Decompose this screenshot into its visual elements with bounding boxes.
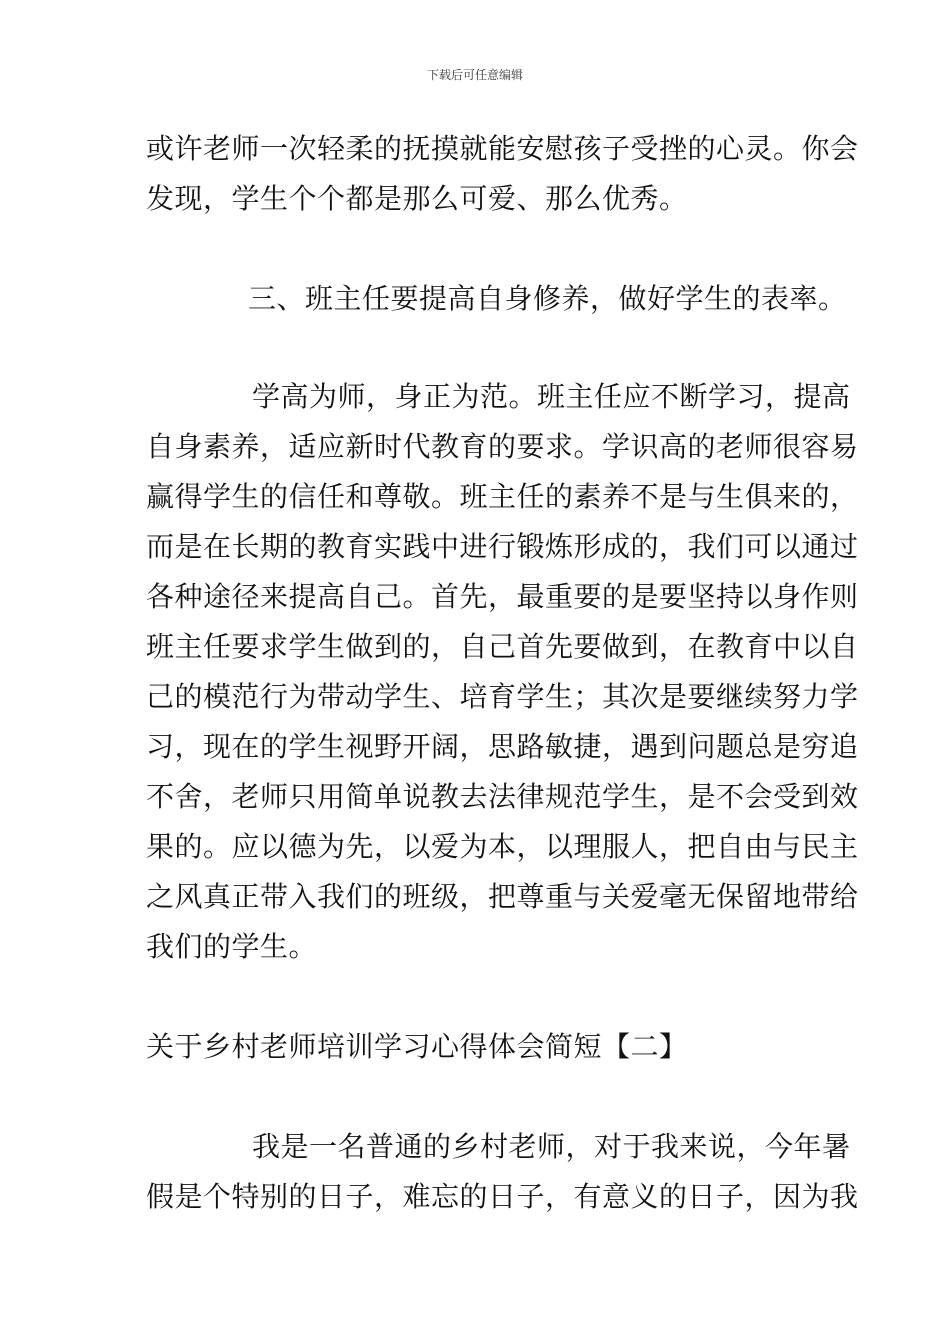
text-line: 班主任要求学生做到的，自己首先要做到，在教育中以自 (146, 630, 859, 663)
text-line: 不舍，老师只用简单说教去法律规范学生，是不会受到效 (146, 780, 859, 813)
text-line: 我是一名普通的乡村老师，对于我来说，今年暑 (252, 1130, 851, 1163)
text-line: 之风真正带入我们的班级，把尊重与关爱毫无保留地带给 (146, 880, 859, 913)
section-heading: 三、班主任要提高自身修养，做好学生的表率。 (248, 282, 847, 315)
text-line: 习，现在的学生视野开阔，思路敏捷，遇到问题总是穷追 (146, 730, 859, 763)
article-title: 关于乡村老师培训学习心得体会简短【二】 (146, 1030, 688, 1063)
text-line: 发现，学生个个都是那么可爱、那么优秀。 (146, 182, 688, 215)
text-line: 各种途径来提高自己。首先，最重要的是要坚持以身作则 (146, 580, 859, 613)
text-line: 我们的学生。 (146, 930, 318, 963)
text-line: 学高为师，身正为范。班主任应不断学习，提高 (252, 380, 851, 413)
text-line: 果的。应以德为先，以爱为本，以理服人，把自由与民主 (146, 830, 859, 863)
text-line: 假是个特别的日子，难忘的日子，有意义的日子，因为我 (146, 1180, 859, 1213)
text-line: 而是在长期的教育实践中进行锻炼形成的，我们可以通过 (146, 530, 859, 563)
text-line: 赢得学生的信任和尊敬。班主任的素养不是与生俱来的， (146, 480, 859, 513)
text-line: 或许老师一次轻柔的抚摸就能安慰孩子受挫的心灵。你会 (146, 132, 859, 165)
text-line: 自身素养，适应新时代教育的要求。学识高的老师很容易 (146, 430, 859, 463)
page-header: 下载后可任意编辑 (426, 68, 523, 82)
text-line: 己的模范行为带动学生、培育学生；其次是要继续努力学 (146, 680, 859, 713)
